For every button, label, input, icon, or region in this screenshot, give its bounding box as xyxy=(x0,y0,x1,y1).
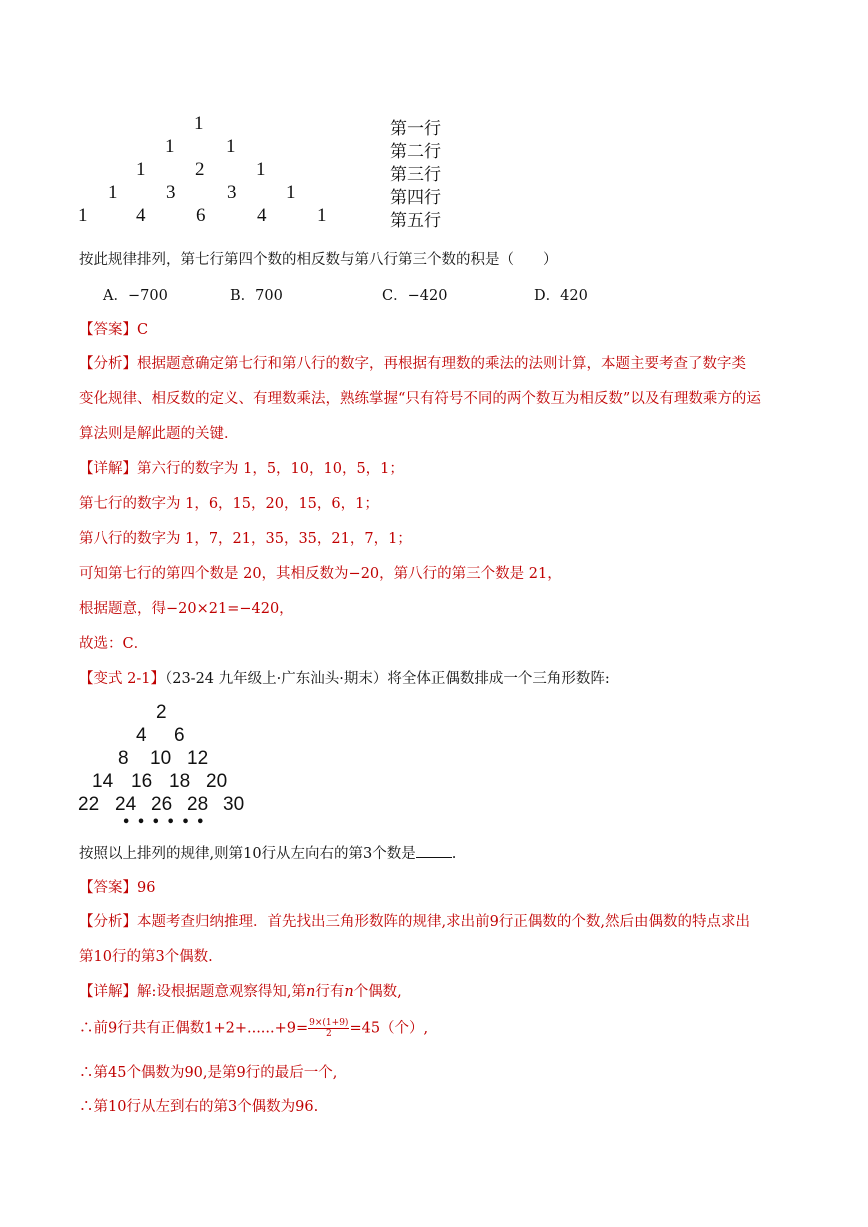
detail-text: 个偶数, xyxy=(353,984,402,1000)
triangle-number: 20 xyxy=(206,771,228,792)
detail-text: ∴前9行共有正偶数1+2+......+9= xyxy=(79,1020,309,1037)
analysis-2-line: 第10行的第3个偶数. xyxy=(79,949,213,965)
triangle-number: 16 xyxy=(131,771,153,792)
fraction-denominator: 2 xyxy=(325,1029,332,1039)
triangle-number: 6 xyxy=(174,725,185,746)
triangle-number: 14 xyxy=(92,771,114,792)
analysis-text: 根据题意确定第七行和第八行的数字，再根据有理数的乘法的法则计算，本题主要考查了数字类 xyxy=(137,356,746,372)
detail-2-line: ∴第10行从左到右的第3个偶数为96. xyxy=(79,1099,319,1115)
answer-tag: 【答案】 xyxy=(79,322,137,338)
triangle-number: 1 xyxy=(78,205,88,226)
variable-n: n xyxy=(344,984,354,1000)
triangle-number: 2 xyxy=(156,702,167,723)
row-label: 第五行 xyxy=(390,211,441,231)
answer-1 xyxy=(79,320,148,340)
analysis-1-line xyxy=(79,354,746,374)
triangle-number: 1 xyxy=(194,113,204,134)
option-b: B．700 xyxy=(230,288,283,304)
triangle-number: 10 xyxy=(150,748,172,769)
triangle-number: 6 xyxy=(196,205,206,226)
triangle-number: 3 xyxy=(227,182,237,203)
triangle-number: 22 xyxy=(78,794,100,815)
fraction-numerator: 9×(1+9) xyxy=(309,1018,349,1028)
detail-2-line: ∴第45个偶数为90,是第9行的最后一个, xyxy=(79,1065,338,1081)
detail-2-line xyxy=(79,1018,428,1039)
variant-heading xyxy=(79,669,610,689)
row-label: 第一行 xyxy=(390,119,441,139)
question-1-text: 按此规律排列，第七行第四个数的相反数与第八行第三个数的积是（ ） xyxy=(79,252,558,268)
triangle-number: 2 xyxy=(195,159,205,180)
answer-blank xyxy=(416,843,452,858)
triangle-number: 1 xyxy=(136,159,146,180)
triangle-number: 24 xyxy=(115,794,137,815)
analysis-2-line xyxy=(79,912,750,932)
triangle-number: 3 xyxy=(166,182,176,203)
triangle-number: 1 xyxy=(286,182,296,203)
variant-intro: （23-24 九年级上·广东汕头·期末）将全体正偶数排成一个三角形数阵: xyxy=(164,671,610,687)
detail-1-line xyxy=(79,459,404,479)
detail-1-line: 故选：C． xyxy=(79,636,149,652)
analysis-text: 本题考查归纳推理．首先找出三角形数阵的规律,求出前9行正偶数的个数,然后由偶数的特点求出 xyxy=(137,914,750,930)
fraction xyxy=(308,1018,349,1039)
option-d: D．420 xyxy=(534,288,588,304)
analysis-tag: 【分析】 xyxy=(79,914,137,930)
question-2-text xyxy=(79,843,456,864)
detail-1-line: 根据题意，得−20×21=−420， xyxy=(79,601,294,617)
analysis-tag: 【分析】 xyxy=(79,356,137,372)
detail-tag: 【详解】 xyxy=(79,461,137,477)
triangle-number: 1 xyxy=(226,136,236,157)
detail-text: 第六行的数字为 1，5，10，10，5，1； xyxy=(137,461,404,477)
answer-value: 96 xyxy=(137,880,156,896)
answer-2 xyxy=(79,878,155,898)
detail-1-line: 第七行的数字为 1，6，15，20，15，6，1； xyxy=(79,496,379,512)
detail-text: 解:设根据题意观察得知,第 xyxy=(137,984,306,1000)
option-a: A．−700 xyxy=(103,288,168,304)
triangle-number: 28 xyxy=(187,794,209,815)
triangle-number: 4 xyxy=(136,725,147,746)
triangle-number: 12 xyxy=(187,748,209,769)
triangle-number: 26 xyxy=(151,794,173,815)
detail-tag: 【详解】 xyxy=(79,984,137,1000)
answer-value: C xyxy=(137,322,149,338)
row-label: 第四行 xyxy=(390,188,441,208)
triangle-number: 1 xyxy=(108,182,118,203)
detail-text: =45（个）, xyxy=(349,1020,429,1037)
variable-n: n xyxy=(306,984,316,1000)
question-2-post: . xyxy=(451,846,457,862)
option-c: C．−420 xyxy=(382,288,448,304)
detail-1-line: 第八行的数字为 1，7，21，35，35，21，7，1； xyxy=(79,531,412,547)
triangle-number: 1 xyxy=(165,136,175,157)
question-2-pre: 按照以上排列的规律,则第10行从左向右的第3个数是 xyxy=(79,846,416,862)
row-label: 第三行 xyxy=(390,165,441,185)
triangle-number: 4 xyxy=(257,205,267,226)
triangle-number: 18 xyxy=(169,771,191,792)
answer-tag: 【答案】 xyxy=(79,880,137,896)
analysis-1-line: 算法则是解此题的关键． xyxy=(79,426,239,442)
detail-2-line xyxy=(79,982,402,1002)
detail-text: 行有 xyxy=(315,984,345,1000)
ellipsis-dots: • • • • • • xyxy=(122,815,206,830)
triangle-number: 1 xyxy=(317,205,327,226)
triangle-number: 30 xyxy=(223,794,245,815)
detail-1-line: 可知第七行的第四个数是 20，其相反数为−20，第八行的第三个数是 21， xyxy=(79,566,562,582)
triangle-number: 4 xyxy=(136,205,146,226)
triangle-number: 8 xyxy=(118,748,129,769)
row-label: 第二行 xyxy=(390,142,441,162)
variant-tag: 【变式 2-1】 xyxy=(79,671,165,687)
triangle-number: 1 xyxy=(256,159,266,180)
analysis-1-line: 变化规律、相反数的定义、有理数乘法，熟练掌握“只有符号不同的两个数互为相反数”以及有理数乘方的运 xyxy=(79,391,761,407)
